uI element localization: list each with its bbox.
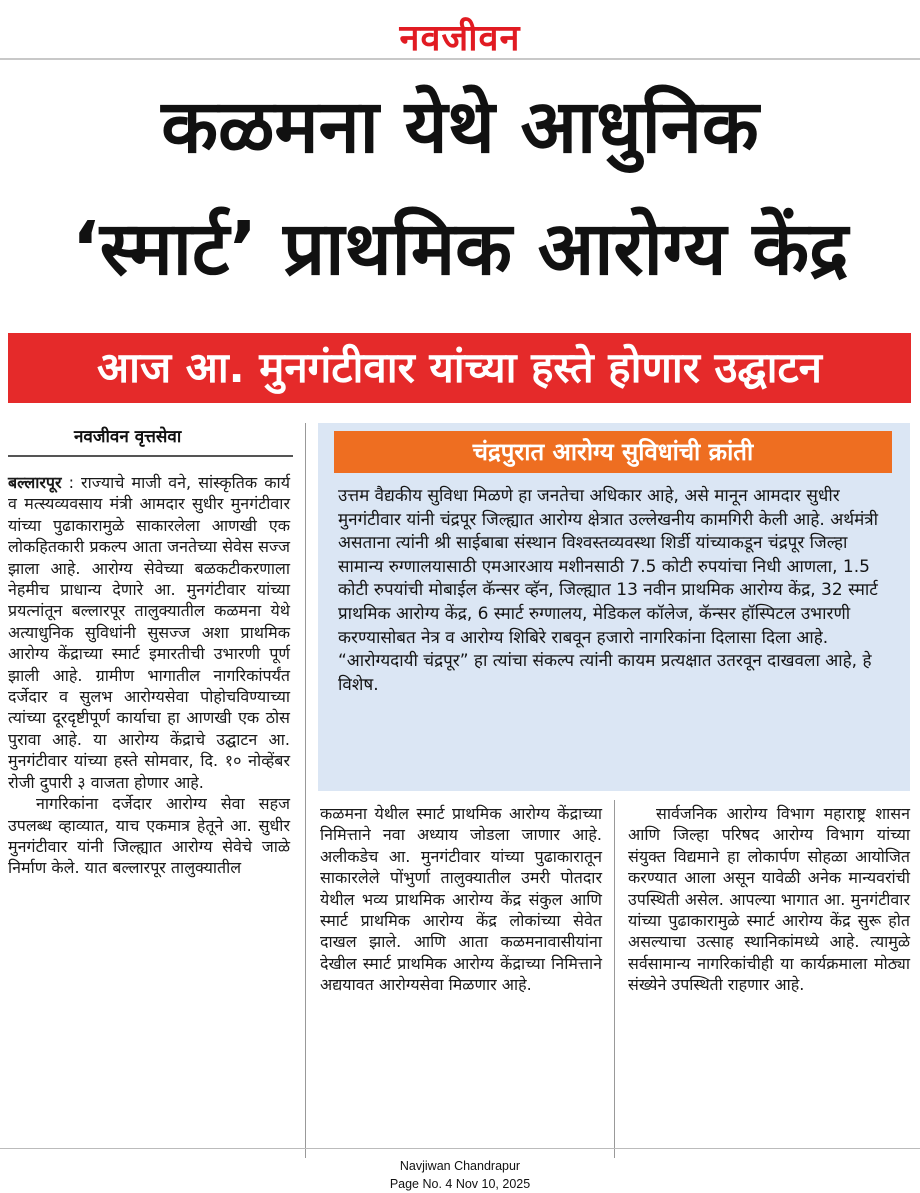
highlight-box-title: चंद्रपुरात आरोग्य सुविधांची क्रांती: [334, 431, 892, 473]
newspaper-logo: नवजीवन: [399, 18, 521, 59]
dateline-place: बल्लारपूर: [8, 473, 62, 492]
footer: [0, 1157, 920, 1193]
article-paragraph: सार्वजनिक आरोग्य विभाग महाराष्ट्र शासन आणि जिल्हा परिषद आरोग्य विभाग यांच्या संयुक्त विद्यमाने हा लोकार्पण सोहळा आयोजित करण्यात आला असून यावेळी अनेक मान्यवरांची उपस्थिती असेल. आपल्या भागात आ. मुनगंटीवार यांच्या पुढाकारामुळे स्मार्ट आरोग्य केंद्र सुरू होत असल्याचा उत्साह स्थानिकांमध्ये आहे. त्यामुळे सर्वसामान्य नागरिकांचीही या कार्यक्रमाला मोठ्या संख्येने उपस्थिती राहणार आहे.: [628, 804, 910, 995]
article-column-2: [320, 803, 602, 996]
footer-divider: [0, 1148, 920, 1149]
subheadline-banner: आज आ. मुनगंटीवार यांच्या हस्ते होणार उद्घाटन: [8, 333, 911, 403]
article-paragraph: [8, 472, 290, 793]
highlight-box: [318, 423, 910, 791]
article-paragraph: कळमना येथील स्मार्ट प्राथमिक आरोग्य केंद्राच्या निमित्ताने नवा अध्याय जोडला जाणार आहे. अलीकडेच आ. मुनगंटीवार यांच्या पुढाकारातून साकारलेले पोंभुर्णा तालुक्यातील उमरी पोतदार येथील भव्य प्राथमिक आरोग्य केंद्र संकुल आणि स्मार्ट प्राथमिक आरोग्य केंद्र लोकांच्या सेवेत दाखल झाले. आणि आता कळमनावासीयांना देखील स्मार्ट प्राथमिक आरोग्य केंद्राच्या निमित्ताने अद्ययावत आरोग्यसेवा मिळणार आहे.: [320, 804, 602, 995]
article-column-3: [628, 803, 910, 996]
article-paragraph: नागरिकांना दर्जेदार आरोग्य सेवा सहज उपलब्ध व्हाव्यात, याच एकमात्र हेतूने आ. सुधीर मुनगंटीवार यांनी जिल्ह्यात आरोग्य सेवेचे जाळे निर्माण केले. यात बल्लारपूर तालुक्यातील: [8, 794, 290, 878]
highlight-box-body: उत्तम वैद्यकीय सुविधा मिळणे हा जनतेचा अधिकार आहे, असे मानून आमदार सुधीर मुनगंटीवार यांनी चंद्रपूर जिल्ह्यात आरोग्य क्षेत्रात उल्लेखनीय कामगिरी केली आहे. अर्थमंत्री असताना त्यांनी श्री साईबाबा संस्थान विश्वस्तव्यवस्था शिर्डी यांच्याकडून चंद्रपूर जिल्हा सामान्य रुग्णालयासाठी एमआरआय मशीनसाठी 7.5 कोटी रुपयांचा निधी आणला, 1.5 कोटी रुपयांची मोबाईल कॅन्सर व्हॅन, जिल्ह्यात 13 नवीन प्राथमिक आरोग्य केंद्र, 32 स्मार्ट प्राथमिक आरोग्य केंद्र, 6 स्मार्ट रुग्णालय, मेडिकल कॉलेज, कॅन्सर हॉस्पिटल उभारणी करण्यासोबत नेत्र व आरोग्य शिबिरे राबवून हजारो नागरिकांना दिलासा दिला आहे. “आरोग्यदायी चंद्रपूर” हा त्यांचा संकल्प त्यांनी कायम प्रत्यक्षात उतरवून दाखवला आहे, हे विशेष.: [338, 486, 879, 695]
headline-line-2: ‘स्मार्ट’ प्राथमिक आरोग्य केंद्र: [71, 206, 849, 292]
paragraph-text: : राज्याचे माजी वने, सांस्कृतिक कार्य व मत्स्यव्यवसाय मंत्री आमदार सुधीर मुनगंटीवार यांच्या पुढाकारामुळे साकारलेला आणखी एक लोकहितकारी प्रकल्प आता जनतेच्या सेवेस सज्ज झाला आहे. आरोग्य सेवेच्या बळकटीकरणाला नेहमीच प्राधान्य देणारे आ. मुनगंटीवार यांच्या प्रयत्नांतून बल्लारपूर तालुक्यातील कळमना येथे अत्याधुनिक सुविधांनी सुसज्ज अशा प्राथमिक आरोग्य केंद्राच्या स्मार्ट इमारतीची उभारणी पूर्ण झाली आहे. ग्रामीण भागातील नागरिकांपर्यंत दर्जेदार व सुलभ आरोग्यसेवा पोहोचविण्याच्या त्यांच्या दूरदृष्टीपूर्ण कार्याचा हा आणखी एक ठोस पुरावा आहे. या आरोग्य केंद्राचे उद्घाटन आ. मुनगंटीवार यांच्या हस्ते सोमवार, दि. १० नोव्हेंबर रोजी दुपारी ३ वाजता होणार आहे.: [8, 473, 290, 792]
byline-divider: [8, 455, 293, 457]
column-divider: [305, 423, 306, 1158]
footer-page-info: Page No. 4 Nov 10, 2025: [389, 1177, 531, 1191]
masthead: [0, 0, 920, 60]
column-divider: [614, 800, 615, 1158]
article-column-1: [8, 472, 290, 879]
footer-source: Navjiwan Chandrapur: [399, 1159, 521, 1173]
byline: नवजीवन वृत्तसेवा: [74, 427, 182, 447]
headline-line-1: कळमना येथे आधुनिक: [161, 84, 759, 170]
